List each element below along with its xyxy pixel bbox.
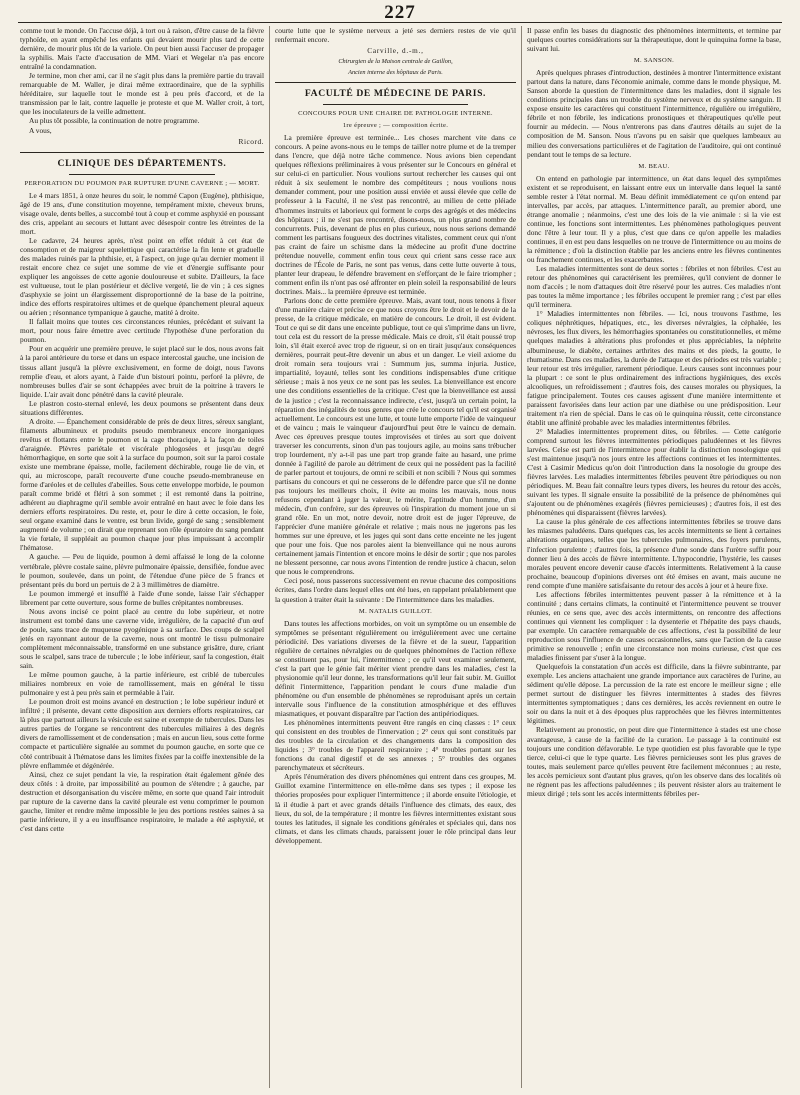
- beau-paragraph: 1° Maladies intermittentes non fébriles. — Ici, nous trouvons l'asthme, les coliques néphrétiques, hépatiques, etc., les diverses névralgies, la céphalée, les névroses, les flux divers, les hémorrhagies spontanées ou constitutionnelles, et même quelques maladies à altérations plus profondes et plus appréciables, la néphrite albumineuse, le diabète, certaines arthrites des mains et des pieds, la goutte, le rhumatisme. Dans ces maladies, la durée de l'attaque et des périodes est très variable ; leur retour est très irrégulier, rarement périodique. Leurs causes sont inconnues pour la plupart : ce sont le plus ordinairement des infractions hygiéniques, des excès alcooliques, un refroidissement ; d'autres fois, des causes morales ou physiques, la fatigue principalement. Toutes ces causes agissent d'une manière intermittente et paraissent favorisées dans leur action par une diathèse ou une prédisposition. Leur traitement n'a rien de spécial. Dans le cas où le quinquina réussit, cette circonstance établit une affinité probable avec les maladies intermittentes fébriles.: [527, 309, 781, 427]
- beau-paragraph: On entend en pathologie par intermittence, un état dans lequel des symptômes existent et se reproduisent, en laissant entre eux un intervalle dans lequel la santé semble rester à l'état normal. M. Beau définit immédiatement ce qu'on entend par intervalles, par accès, par attaques. L'intermittence paraît, au premier abord, une étrange anomalie ; néanmoins, c'est une des lois de la vie animale : si la vie est continue, les fonctions sont intermittentes. Les phénomènes pathologiques peuvent donc l'être à leur tour. Il y a plus, c'est que dans ce qu'on appelle les maladies continues, il en est peu dans lesquelles on ne trouve de l'intermittence ou au moins de la rémittence ; d'où la distinction établie par les anciens entre les fièvres continentes ou franchement continues, et les exacerbantes.: [527, 173, 781, 265]
- column-3: [527, 26, 781, 1092]
- beau-paragraph: Les affections fébriles intermittentes peuvent passer à la rémittence et à la continuité ; dans certains climats, la continuité et l'intermittence peuvent se trouver réunies, en ce sens que, avec des accès intermittents, on rencontre des affections continues qui viennent les compliquer : la dysenterie et l'hépatite des pays chauds, par exemple. Un caractère remarquable de ces affections, c'est la possibilité de leur reproduction sous l'influence de causes occasionnelles, sans que l'action de la cause primitive se renouvelle ; enfin une circonstance non moins curieuse, c'est que ces maladies finissent par s'user à la longue.: [527, 589, 781, 663]
- section-title-clinique: CLINIQUE DES DÉPARTEMENTS.: [57, 157, 227, 169]
- page-number: 227: [384, 2, 416, 23]
- author-carville: Carville, d.-m.,: [367, 47, 424, 56]
- concours-paragraph: Parlons donc de cette première épreuve. Mais, avant tout, nous tenons à fixer d'une manière claire et précise ce que nous croyons être le droit et le devoir de la presse, de la critique médicale, en matière de concours. Le droit, il est évident. Tout ce qui se dit dans une enceinte publique, tout ce qui s'imprime dans un livre, tout cela est du ressort de la presse médicale. Mais ce droit, s'il était poussé trop loin, s'il était exercé avec trop de rigueur, si on en tirait jusqu'aux conséquences dernières, pourrait peut-être devenir un abus et un danger. Le vieil axiome du droit romain sera toujours vrai : Summum jus, summa injuria. Justice, impartialité, loyauté, telles sont les conditions indispensables d'une critique sérieuse ; mais à nos yeux ce ne sont pas les seules. La bienveillance est encore une des conditions essentielles de la critique. C'est que la bienveillance est aussi de la justice ; c'est la reconnaissance indirecte, c'est, jusqu'à un certain point, la réparation des inégalités de tous genres que crée le concours tel qu'il est organisé actuellement. Le concours est une lutte, et toute lutte emporte l'idée de vainqueur et de vaincu ; mais le vainqueur d'aujourd'hui peut être le vaincu de demain. Avec ces épreuves presque toutes improvisées et tirées au sort que doivent traverser les concurrents, sinon d'un pas toujours agile, au moins sans trébucher trop lourdement, n'y a-t-il pas une part trop grande faite au hasard, une prime donnée à l'agilité de parole au détriment de ceux qui ne possèdent pas la facilité de parler partout et toujours, de omni re scibili et non scibili ? Nous qui sommes partisans du concours et qui ne cesserons de le défendre parce que s'il ne donne pas toujours les meilleurs choix, il évite au moins les mauvais, nous nous refusons cependant à juger la valeur, le mérite, l'aptitude d'un homme, d'un médecin, d'un confrère, sur des épreuves où l'inspiration du moment joue un si grand rôle. En un mot, notre devoir, notre droit est de juger l'épreuve, de l'apprécier d'une manière générale et relative ; mais nous ne jugerons pas les hommes sur une épreuve, et les juges qui sont dans cette enceinte ne les jugent que pour une fois. Que nos paroles aient la bienveillance qui ne nous aurons certainement jamais l'intention et encore moins le désir de sortir ; que nos paroles ne blessent personne, car nous avons l'intention de rendre justice à chacun, selon que nous le comprendrons.: [275, 295, 516, 577]
- case-title: PERFORATION DU POUMON PAR RUPTURE D'UNE CAVERNE ; — MORT.: [24, 179, 260, 187]
- case-paragraph: Le même poumon gauche, à la partie inférieure, est criblé de tubercules miliaires nombreux en voie de ramollissement, mais en général le tissu pulmonaire y est à peu près sain et perméable à l'air.: [20, 670, 264, 698]
- signature-ricord: Ricord.: [238, 136, 264, 146]
- concours-paragraph: La première épreuve est terminée... Les choses marchent vite dans ce concours. A peine avons-nous eu le temps de tailler notre plume et de la tremper dans l'encre, que déjà notre tâche commence. Nous avions bien cependant quelques réflexions préliminaires à vous présenter sur le Concours en général et sur celui-ci en particulier. Nous voulions surtout rechercher les causes qui ont réduit à six seulement le nombre des compétiteurs ; nous voulions nous demander comment, pour une position aussi enviée et aussi élevée que celle de professeur à la Faculté, il ne s'est pas rencontré, au milieu de cette pléiade d'hommes instruits et laborieux qui forment le corps des agrégés et des médecins des hôpitaux ; il ne s'est pas rencontré, disons-nous, un plus grand nombre de concurrents. Puis, devenant de plus en plus curieux, nous nous serions demandé comment les partisans fougueux des doctrines vitalistes, comment ceux qui n'ont pas craint de faire un schisme dans la médecine au profit d'une doctrine prétendue nouvelle, comment enfin tous ceux qui crient sans cesse race aux doctrines de l'École de Paris, ne sont pas venus, dans cette lutte ouverte à tous, planter leur drapeau, le défendre bravement en s'efforçant de le faire triompher ; comment enfin ils n'ont pas osé affronter en plein soleil la responsabilité de leurs doctrines. Mais... la première épreuve est terminée.: [275, 133, 516, 296]
- case-paragraph: A droite. — Épanchement considérable de près de deux litres, séreux sanglant, filaments albumineux et produits pseudo membraneux encore inorganiques revêtus et flottants entre le poumon et la cage thoracique, à la façon de toiles d'araignée. Plèvres pariétale et viscérale phlogosées et jusqu'au degré hémorrhagique, en sorte que soit à la surface du poumon, soit sur la paroi costale existe une membrane épaisse, molle, facilement déchirable, rouge lie de vin, et qui, au microscope, paraît recouverte d'une couche pseudo-membraneuse en forme d'aréoles et de cellules d'abeilles. Sous cette enveloppe morbide, le poumon paraît comme bridé et flétri à son sommet ; il est remonté dans la poitrine, adhérent au diaphragme qu'il semble avoir entraîné en haut avec le foie dans les derniers efforts respiratoires. Du reste, et, pour le dire à cette occasion, le foie, seul organe examiné dans le ventre, est brun livide, gorgé de sang ; sensiblement augmenté de volume ; on dirait que reprenant son rôle épuratoire du sang pendant la vie fœtale, il suppléait au poumon chaque jour plus impuissant à accomplir l'hématose.: [20, 416, 264, 553]
- beau-paragraph: Les maladies intermittentes sont de deux sortes : fébriles et non fébriles. C'est au retour des phénomènes qui caractérisent les premières, qu'il convient de donner le nom d'accès ; le nom d'attaques doit être réservé pour les autres. Ces maladies n'ont pas toutes la même importance ; les fébriles occupent le premier rang ; c'est par elles qu'il terminera.: [527, 264, 781, 310]
- concours-paragraph: Ceci posé, nous passerons successivement en revue chacune des compositions écrites, dans l'ordre dans lequel elles ont été lues, en rappelant préalablement que la question à traiter était la suivante : De l'intermittence dans les maladies.: [275, 576, 516, 604]
- concours-title: CONCOURS POUR UNE CHAIRE DE PATHOLOGIE INTERNE.: [298, 110, 493, 118]
- column-2: [275, 26, 516, 1092]
- section-rule: [275, 82, 516, 83]
- col1-paragraph-2: Je termine, mon cher ami, car il ne s'agit plus dans la première partie du travail remarquable de M. Waller, je dirai même extraordinaire, que de la syphilis héréditaire, sur laquelle tout le monde est à peu près d'accord, et de la transmission par le lait, contre laquelle je proteste et que M. Waller croit, à tort, que les inoculateurs de la veille admettent.: [20, 71, 264, 117]
- beau-paragraph: 2° Maladies intermittentes proprement dites, ou fébriles. — Cette catégorie comprend surtout les fièvres intermittentes périodiques paludéennes et les fièvres larvées. Celse est parti de l'intermittence pour établir la distinction nosologique qui s'est maintenue jusqu'à nos jours entre les affections continues et les intermittentes. C'est à Casimir Medicus qu'on doit l'introduction dans la nosologie du groupe des fièvres larvées. Les maladies intermittentes fébriles peuvent être périodiques ou non périodiques. M. Beau fait connaître leurs types divers, les heures du retour des accès, suivant les types. Il signale ensuite la possibilité de la présence de phénomènes qui s'ajoutent ou de phénomènes exagérés (fièvres pernicieuses) ; d'autres fois, il est des phénomènes qui disparaissent (fièvres larvées).: [527, 426, 781, 518]
- col1-intro: comme tout le monde. On l'accuse déjà, à tort ou à raison, d'être cause de la fièvre typhoïde, en ayant empêché les enfants qui devaient mourir plus tard de cette dernière, de mourir plus tôt de la variole. On peut bien aussi l'accuser de propager la syphilis. Mais l'acte d'accusation de MM. Viari et Wegelar n'a pas encore entraîné la condamnation.: [20, 26, 264, 72]
- section-rule: [20, 152, 264, 153]
- beau-paragraph: Relativement au pronostic, on peut dire que l'intermittence à stades est une chose avantageuse, à cause de la facilité de la curation. Le passage à la continuité est toujours une condition défavorable. Le type quotidien est plus favorable que le type tierce, celui-ci que le type quarte. Les fièvres pernicieuses sont les plus graves de toutes, mais seulement parce qu'elles peuvent être facilement méconnues ; au reste, les accès pernicieux sont d'autant plus graves, qu'on les observe dans des localités où ne règnent pas les affections paludéennes ; ils peuvent résister alors au traitement le mieux dirigé ; tels sont les accès intermittents fébriles per-: [527, 725, 781, 798]
- guillot-paragraph: Les phénomènes intermittents peuvent être rangés en cinq classes : 1° ceux qui consistent en des troubles de l'innervation ; 2° ceux qui sont constitués par des troubles de la circulation et des changements dans la composition des liquides ; 3° troubles de l'appareil respiratoire ; 4° troubles portant sur les fonctions du canal digestif et de ses annexes ; 5° troubles des organes parenchymateux et sécréteurs.: [275, 718, 516, 773]
- section-rule-short: [69, 174, 215, 175]
- case-paragraph: Le 4 mars 1851, à onze heures du soir, le nommé Capon (Eugène), phthisique, âgé de 19 ans, d'une constitution moyenne, tempérament mixte, cheveux bruns, visage ovale, dents belles, a succombé tout à coup et comme asphyxié en poussant des cris, appelant au secours et luttant avec désespoir contre les étreintes de la mort.: [20, 190, 264, 236]
- author-note: Chirurgien de la Maison centrale de Gaillon,: [338, 58, 453, 66]
- section-rule-short: [323, 104, 468, 105]
- case-paragraph: A gauche. — Peu de liquide, poumon à demi affaissé le long de la colonne vertébrale, plèvre costale saine, plèvre pulmonaire épaissie, densifiée, fondue avec le poumon, soulevée, dans un point, de l'étendue d'une pièce de 5 francs et présentant près du bord un pertuis de 2 à 3 millimètres de diamètre.: [20, 552, 264, 589]
- column-divider-2: [521, 26, 522, 1088]
- beau-paragraph: La cause la plus générale de ces affections intermittentes fébriles se trouve dans les miasmes paludéens. Dans quelques cas, les accès intermittents se lient à certaines altérations organiques, telles que les tubercules pulmonaires, des foyers purulents, l'infection purulente ; d'autres fois, la présence d'une sonde dans l'urètre suffit pour donner lieu à des accès de fièvre intermittente. L'hypocondrie, l'hystérie, les causes morales peuvent encore devenir cause d'accès intermittents. Relativement à la cause prochaine, beaucoup d'opinions diverses ont été émises en avant, mais aucune ne rend compte d'une manière satisfaisante du retour des accès à jour et à heure fixe.: [527, 517, 781, 590]
- case-paragraph: Ainsi, chez ce sujet pendant la vie, la respiration était également gênée des deux côtés : à droite, par impossibilité au poumon de s'étendre ; à gauche, par destruction et désorganisation du viscère même, en sorte que quand l'air introduit par rupture de la caverne dans la cavité pleurale est venu comprimer le poumon gauche, limiter et rendre même impossible le jeu des portions restées saines à sa partie inférieure, il y a eu insuffisance respiratoire, le malade a été asphyxié, et c'est dans cette: [20, 769, 264, 833]
- column-divider-1: [269, 26, 270, 1088]
- col3-intro: Il passe enfin les bases du diagnostic des phénomènes intermittents, et termine par quelques courtes considérations sur la thérapeutique, dont le quinquina forme la base, suivant lui.: [527, 26, 781, 54]
- guillot-paragraph: Dans toutes les affections morbides, on voit un symptôme ou un ensemble de symptômes se présentant régulièrement ou irrégulièrement avec une certaine périodicité. Des variations diverses de la fièvre et de la sueur, l'apparition régulière de certaines névralgies ou de quelques phénomènes de l'action réflexe se constituent pas, pour lui, l'intermittence ; ce qu'il veut examiner seulement, c'est la part que le génie fait mériter vient prendre dans les maladies, c'est la physionomie qu'il leur donne, les transformations qu'il leur fait subir. M. Guillot définit l'intermittence, l'apparition pendant le cours d'une maladie d'un phénomène ou d'un ensemble de phénomènes se reproduisant après un certain intervalle sous l'influence de la constitution atmosphérique et des effluves miasmatiques, et pouvant disparaître par l'action des antipériodiques.: [275, 618, 516, 719]
- column-1: [20, 26, 264, 1092]
- col1-paragraph-3: Au plus tôt possible, la continuation de notre programme.: [29, 116, 200, 126]
- col1-salutation: A vous,: [29, 125, 52, 135]
- subsection-sanson: M. SANSON.: [633, 57, 675, 65]
- case-paragraph: Pour en acquérir une première preuve, le sujet placé sur le dos, nous avons fait à la paroi antérieure du torse et dans un espace intercostal gauche, une incision de tissus allant jusqu'à la plèvre exclusivement, en forme de doigt, nous l'avons remplie d'eau, et alors ayant, à l'aide d'un bistouri pointu, perforé la plèvre, de nombreuses bulles d'air se sont échappées avec bruit de la poitrine à travers le liquide. L'air avait donc pénétré dans la cavité pleurale.: [20, 344, 264, 399]
- beau-paragraph: Quelquefois la constatation d'un accès est difficile, dans la fièvre subintrante, par exemple. Les anciens attachaient une grande importance aux caractères de l'urine, au sédiment qu'elle dépose. La percussion de la rate est encore le meilleur signe ; elle permet surtout de distinguer les fièvres intermittentes à stades des fièvres intermittentes symptomatiques ; dans ces dernières, les accès reviennent en outre le soir ou dans la nuit et à des époques plus rapprochées que les fièvres intermittentes légitimes.: [527, 662, 781, 726]
- case-paragraph: Le poumon immergé et insufflé à l'aide d'une sonde, laisse l'air s'échapper librement par cette ouverture, sous forme de bulles crépitantes nombreuses.: [20, 588, 264, 607]
- author-note: Ancien interne des hôpitaux de Paris.: [348, 69, 443, 77]
- case-paragraph: Nous avons incisé ce point placé au centre du lobe supérieur, et notre instrument est tombé dans une caverne vide, irrégulière, de la capacité d'un œuf de poule, sans trace de muqueuse pyogénique à sa surface. Des coups de scalpel jetés en rayonnant autour de la caverne, nous ont montré le tissu pulmonaire complètement méconnaissable, transformé en une substance grisâtre, dure, criant sous le scalpel, sans trace de tubercule ; le lobe inférieur, sauf la congestion, était sain.: [20, 606, 264, 671]
- case-paragraph: Il fallait moins que toutes ces circonstances réunies, précédant et suivant la mort, pour nous faire émettre avec certitude l'hypothèse d'une perforation du poumon.: [20, 317, 264, 345]
- case-paragraph: Le plastron costo-sternal enlevé, les deux poumons se présentent dans deux situations différentes.: [20, 398, 264, 417]
- col2-intro: courte lutte que le système nerveux a jeté ses derniers restes de vie qu'il renfermait encore.: [275, 26, 516, 45]
- sanson-paragraph: Après quelques phrases d'introduction, destinées à montrer l'intermittence existant partout dans la nature, dans l'économie animale, comme dans le monde physique, M. Sanson aborde la question de l'intermittence dans les maladies, dont il signale les conditions principales dans un trouble du système nerveux et du système sanguin. Il expose ensuite les caractères qui constituent l'intermittence, régulière ou irrégulière, fébrile et non fébrile, les indications pronostiques et thérapeutiques qu'elle peut fournir au médecin. — Nous n'entrerons pas dans d'autres détails au sujet de la composition de M. Sanson. Nous n'avons pu en saisir que quelques lambeaux au milieu des conversations particulières et de l'agitation de l'auditoire, qui ont continué pendant tout le temps de sa lecture.: [527, 68, 781, 159]
- subsection-beau: M. BEAU.: [638, 162, 670, 170]
- subsection-guillot: M. NATALIS GUILLOT.: [358, 607, 433, 615]
- section-title-faculte: FACULTÉ DE MÉDECINE DE PARIS.: [304, 88, 487, 100]
- epreuve-title: 1re épreuve ; — composition écrite.: [342, 122, 449, 130]
- guillot-paragraph: Après l'énumération des divers phénomènes qui entrent dans ces groupes, M. Guillot examine l'intermittence en elle-même dans ses types ; il expose les théories proposées pour expliquer l'intermittence ; il aborde ensuite l'étiologie, et là il étudie à part et avec grands détails l'influence des climats, des eaux, des lieux, du sol, de la température ; il montre les fièvres intermittentes existant sous toutes les latitudes, il signale les conditions générales et spéciales qui, dans nos climats, et dans les climats chauds, paraissent jouer le rôle principal dans leur développement.: [275, 772, 516, 845]
- header-rule: [18, 22, 782, 23]
- case-paragraph: Le cadavre, 24 heures après, n'est point en effet réduit à cet état de consomption et de maigreur squelettique qui caractérise la fin lente et graduelle des malades ruinés par la phthisie, et, à l'aspect, on juge qu'au dernier moment il restait encore chez ce sujet une somme de vie et d'énergie suffisante pour expliquer les angoisses de cette agonie douloureuse et subite. D'ailleurs, la face est vultueuse, tout le plan postérieur et déclive vergeté, lie de vin ; à ces signes d'asphyxie se joint un élargissement disproportionné de la base de la poitrine, indice des efforts respiratoires ultimes et de quelque épanchement pleural aqueux ou aérien ; résonnance tympanique à gauche, matité à droite.: [20, 235, 264, 318]
- case-paragraph: Le poumon droit est moins avancé en destruction ; le lobe supérieur induré et infiltré ; il présente, devant cette disposition aux derniers efforts respiratoires, car là plus que partout ailleurs la vésicule est saine et exempte de tubercules. Dans les autres parties de l'organe se rencontrent des tubercules miliaires à des degrés divers de ramollissement et de condensation ; mais en aucun lieu, sous cette forme compacte et particulière signalée au sommet du poumon gauche, en sorte que ce côté contribuait à l'hématose dans les limites fixées par la coiffe inextensible de la plèvre enflammée et dégénérée.: [20, 697, 264, 770]
